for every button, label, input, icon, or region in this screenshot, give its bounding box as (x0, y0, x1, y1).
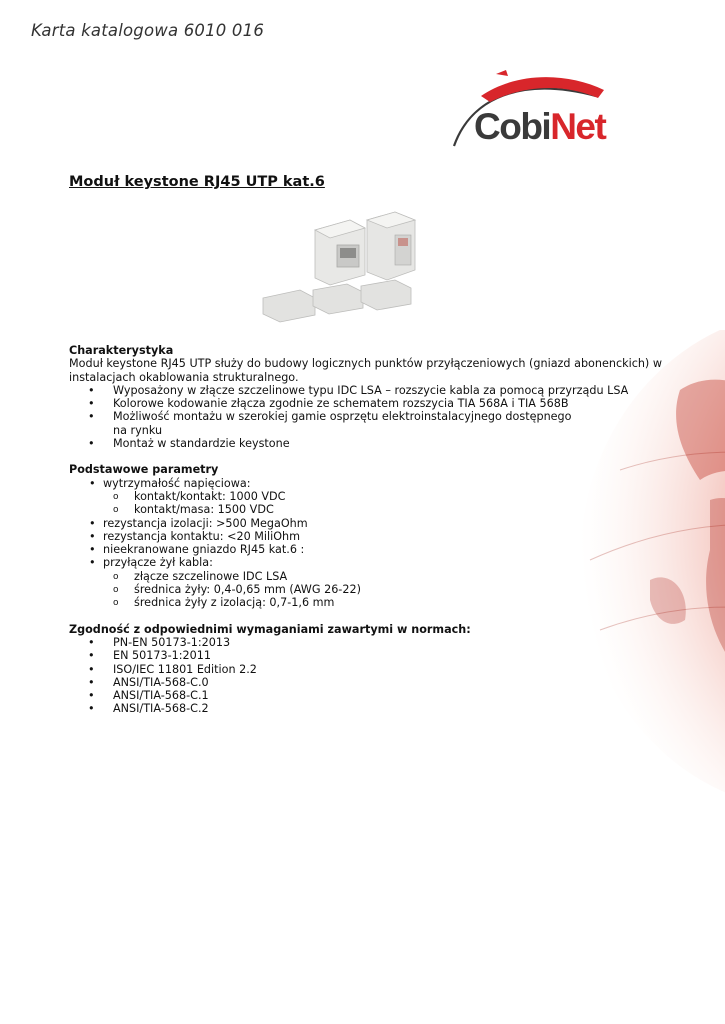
list-item: • nieekranowane gniazdo RJ45 kat.6 : (69, 543, 669, 556)
list-item: • EN 50173-1:2011 (69, 649, 669, 662)
list-item: • ANSI/TIA-568-C.1 (69, 689, 669, 702)
list-item: • rezystancja izolacji: >500 MegaOhm (69, 517, 669, 530)
document-title: Karta katalogowa 6010 016 (31, 21, 265, 40)
logo-text-main: Cobi (474, 106, 551, 147)
product-title: Moduł keystone RJ45 UTP kat.6 (69, 174, 325, 190)
list-item-text: Możliwość montażu w szerokiej gamie osprzętu elektroinstalacyjnego dostępnego (113, 410, 572, 424)
list-item: • rezystancja kontaktu: <20 MiliOhm (69, 530, 669, 543)
parameters-heading: Podstawowe parametry (69, 463, 219, 477)
cobinet-logo (446, 68, 616, 158)
standards-list (69, 636, 669, 716)
logo-text-accent: Net (550, 106, 606, 147)
list-item (69, 410, 669, 437)
list-item: • ANSI/TIA-568-C.0 (69, 676, 669, 689)
voltage-sublist (69, 490, 669, 517)
voltage-label: wytrzymałość napięciowa: (103, 476, 251, 490)
list-item: • PN-EN 50173-1:2013 (69, 636, 669, 649)
content-body (69, 344, 669, 716)
list-item: o złącze szczelinowe IDC LSA (69, 570, 669, 583)
list-item: • Wyposażony w złącze szczelinowe typu IDC LSA – rozszycie kabla za pomocą przyrządu LSA (69, 384, 669, 397)
list-item: o średnica żyły z izolacją: 0,7-1,6 mm (69, 596, 669, 609)
characteristics-description: Moduł keystone RJ45 UTP służy do budowy logicznych punktów przyłączeniowych (gniazd abonenckich) w instalacjach okablowania strukturalnego. (69, 357, 663, 384)
logo-wordmark (474, 106, 605, 148)
list-item: • ISO/IEC 11801 Edition 2.2 (69, 663, 669, 676)
list-item (69, 477, 669, 517)
connector-sublist (69, 570, 669, 610)
characteristics-heading: Charakterystyka (69, 344, 174, 357)
parameters-list (69, 477, 669, 610)
list-item: • Kolorowe kodowanie złącza zgodnie ze schematem rozszycia TIA 568A i TIA 568B (69, 397, 669, 410)
standards-heading: Zgodność z odpowiednimi wymaganiami zawartymi w normach: (69, 622, 471, 636)
characteristics-list (69, 384, 669, 450)
product-image (255, 190, 455, 340)
connector-label: przyłącze żył kabla: (103, 556, 213, 570)
list-item: o średnica żyły: 0,4-0,65 mm (AWG 26-22) (69, 583, 669, 596)
list-item: o kontakt/kontakt: 1000 VDC (69, 490, 669, 503)
list-item: • Montaż w standardzie keystone (69, 437, 669, 450)
list-item-continuation: na rynku (113, 423, 163, 437)
list-item: o kontakt/masa: 1500 VDC (69, 503, 669, 516)
list-item (69, 556, 669, 609)
list-item: • ANSI/TIA-568-C.2 (69, 702, 669, 715)
